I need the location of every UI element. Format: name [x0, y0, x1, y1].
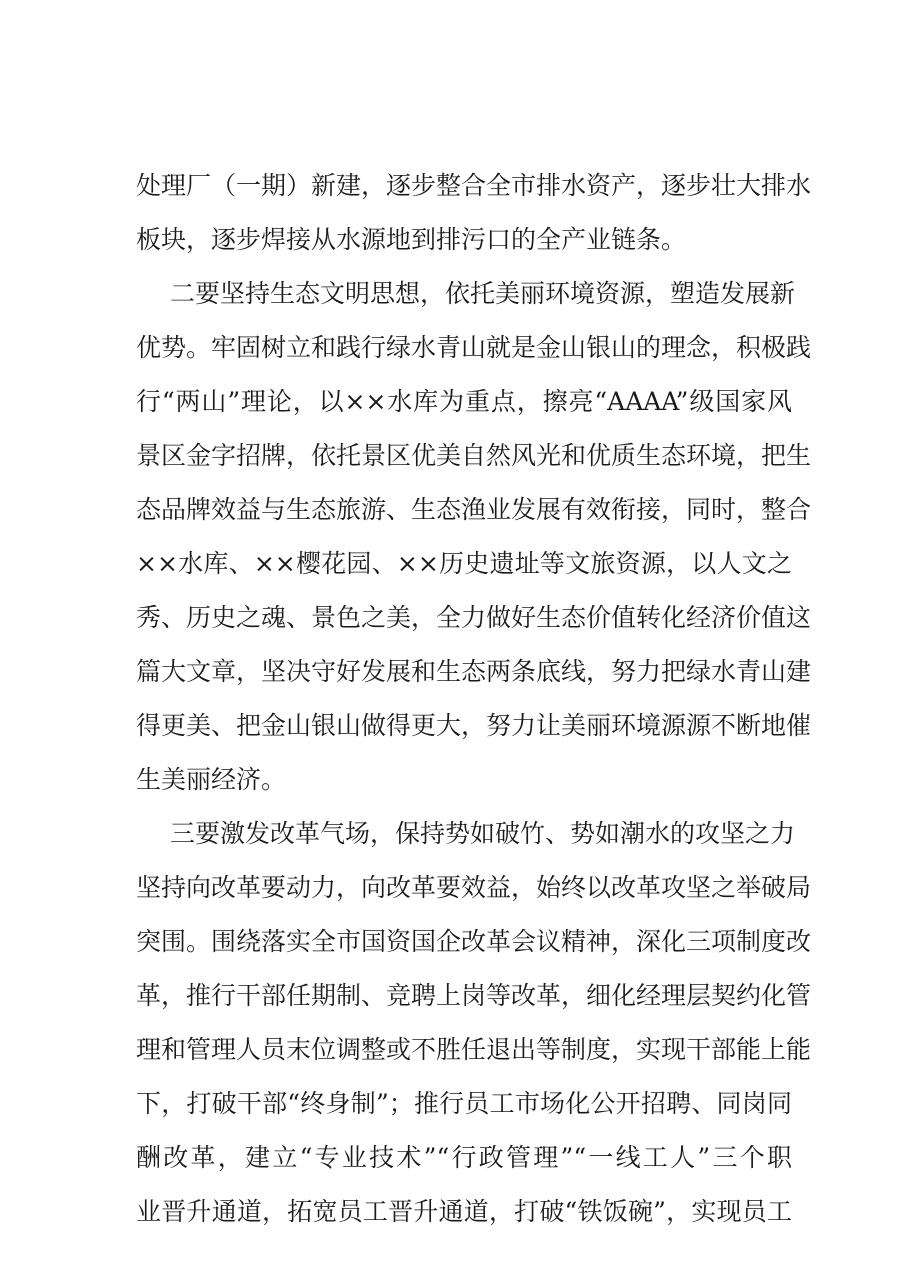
text-line: 篇大文章，坚决守好发展和生态两条底线，努力把绿水青山建	[136, 657, 812, 686]
text-line: 生美丽经济。	[136, 765, 287, 794]
text-line: 板块，逐步焊接从水源地到排污口的全产业链条。	[136, 225, 687, 254]
text-line: 突围。围绕落实全市国资国企改革会议精神，深化三项制度改	[136, 927, 812, 956]
text-line: 下，打破干部“终身制”；推行员工市场化公开招聘、同岗同	[136, 1089, 792, 1118]
text-line: 革，推行干部任期制、竞聘上岗等改革，细化经理层契约化管	[136, 981, 812, 1010]
text-line: 酬改革，建立“专业技术”“行政管理”“一线工人”三个职	[136, 1143, 792, 1172]
paragraph-first-line: 二要坚持生态文明思想，依托美丽环境资源，塑造发展新	[170, 279, 796, 308]
text-line: 秀、历史之魂、景色之美，全力做好生态价值转化经济价值这	[136, 603, 812, 632]
text-line: ××水库、××樱花园、××历史遗址等文旅资源，以人文之	[136, 549, 792, 578]
text-line: 坚持向改革要动力，向改革要效益，始终以改革攻坚之举破局	[136, 873, 812, 902]
text-line: 得更美、把金山银山做得更大，努力让美丽环境源源不断地催	[136, 711, 812, 740]
paragraph-first-line: 三要激发改革气场，保持势如破竹、势如潮水的攻坚之力	[170, 819, 796, 848]
text-line: 景区金字招牌，依托景区优美自然风光和优质生态环境，把生	[136, 441, 812, 470]
text-line: 处理厂（一期）新建，逐步整合全市排水资产，逐步壮大排水	[136, 171, 812, 200]
text-line: 理和管理人员末位调整或不胜任退出等制度，实现干部能上能	[136, 1035, 812, 1064]
text-line: 业晋升通道，拓宽员工晋升通道，打破“铁饭碗”，实现员工	[136, 1197, 792, 1226]
text-line: 行“两山”理论，以××水库为重点，擦亮“AAAA”级国家风	[136, 387, 792, 416]
text-line: 态品牌效益与生态旅游、生态渔业发展有效衔接，同时，整合	[136, 495, 812, 524]
text-line: 优势。牢固树立和践行绿水青山就是金山银山的理念，积极践	[136, 333, 812, 362]
